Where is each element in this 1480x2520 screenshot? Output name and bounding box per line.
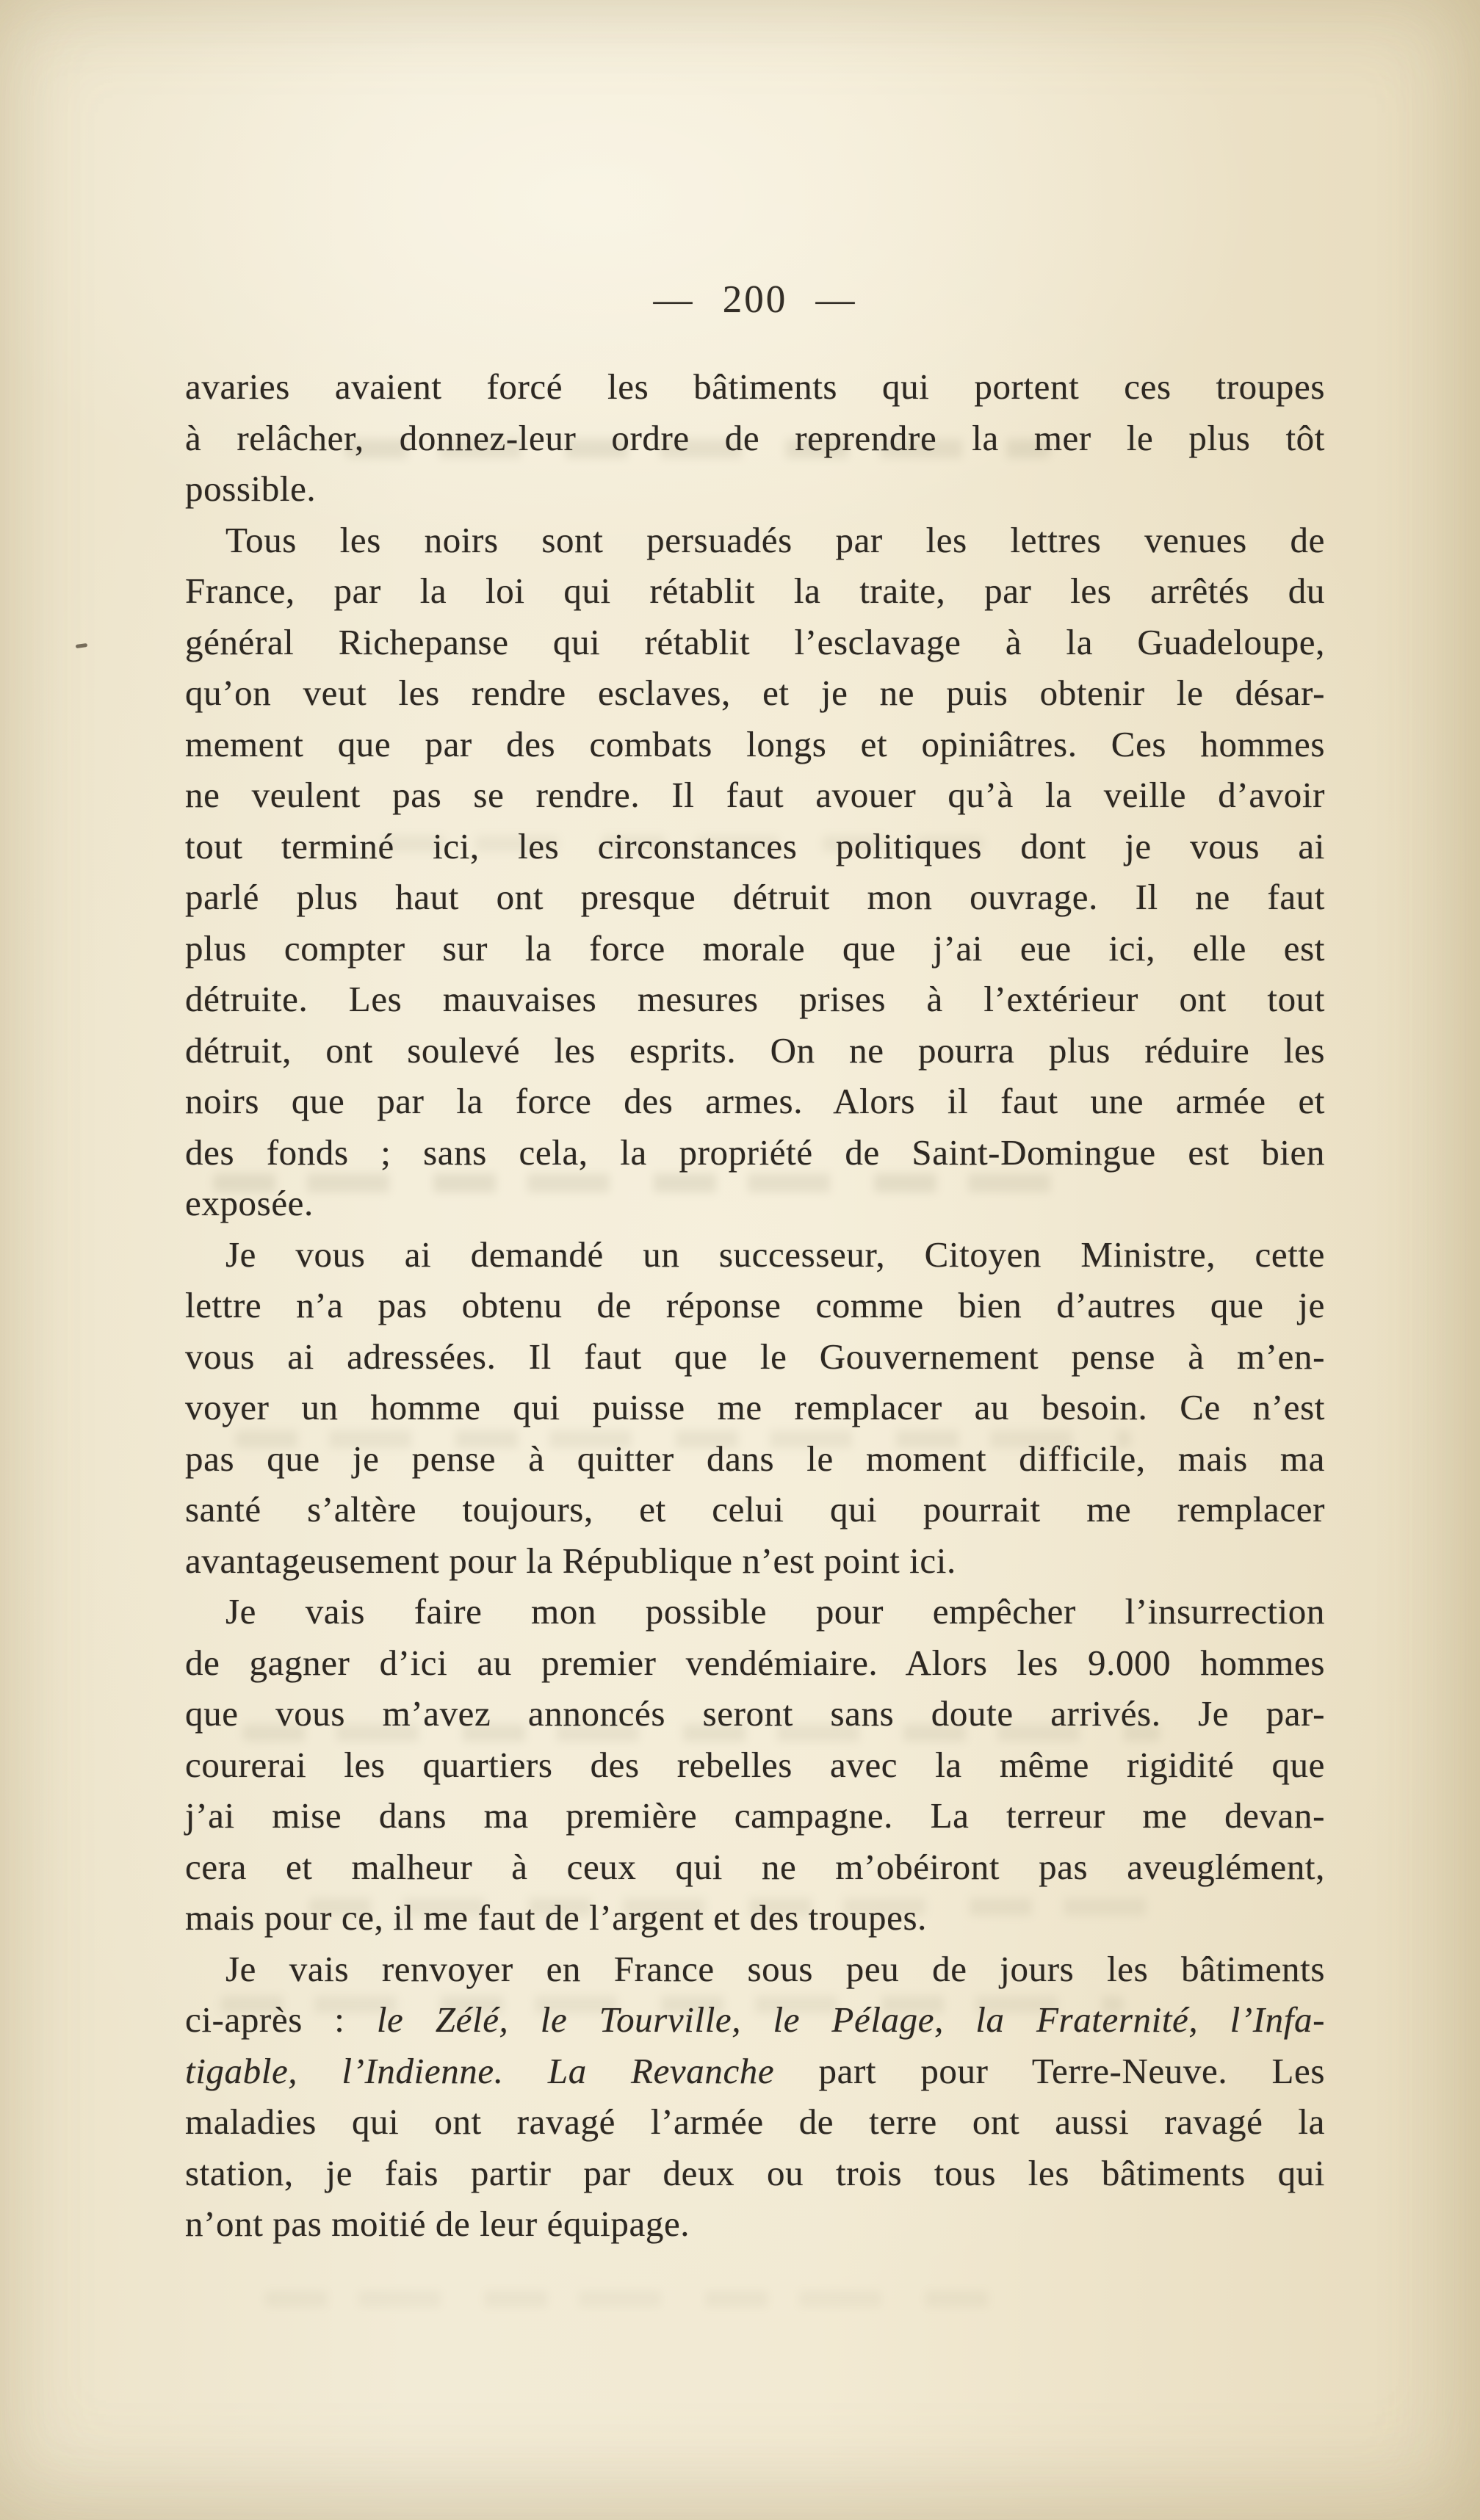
text-block: [185, 361, 1325, 2250]
text-line: [185, 1637, 1325, 1689]
text-line: [185, 1535, 1325, 1587]
text-segment: général Richepanse qui rétablit l’esclavage à la Guadeloupe,: [185, 621, 1325, 662]
paragraph: [185, 1229, 1325, 1587]
text-segment: Je vais renvoyer en France sous peu de jours les bâtiments: [225, 1948, 1325, 1989]
text-line: [185, 1280, 1325, 1331]
text-segment: maladies qui ont ravagé l’armée de terre ont aussi ravagé la: [185, 2101, 1325, 2142]
text-segment: ci-après :: [185, 1999, 377, 2040]
text-segment: parlé plus haut ont presque détruit mon ouvrage. Il ne faut: [185, 877, 1325, 917]
text-segment: noirs que par la force des armes. Alors il faut une armée et: [185, 1081, 1325, 1121]
text-line: [185, 1790, 1325, 1842]
text-segment: avaries avaient forcé les bâtiments qui portent ces troupes: [185, 366, 1325, 407]
text-segment: exposée.: [185, 1183, 314, 1223]
text-line: [185, 617, 1325, 668]
text-line: [185, 413, 1325, 464]
text-line: [185, 667, 1325, 719]
text-segment: courerai les quartiers des rebelles avec la même rigidité que: [185, 1744, 1325, 1785]
text-line: [185, 770, 1325, 821]
paragraph: [185, 361, 1325, 515]
text-line: [185, 1382, 1325, 1433]
text-line: [185, 1076, 1325, 1127]
text-line: [185, 463, 1325, 515]
text-segment: des fonds ; sans cela, la propriété de Saint-Domingue est bien: [185, 1132, 1325, 1173]
text-line: [185, 1229, 1325, 1281]
text-segment: possible.: [185, 468, 317, 509]
text-segment: part pour Terre-Neuve. Les: [774, 2050, 1325, 2091]
text-line: [185, 1892, 1325, 1944]
text-segment: Je vous ai demandé un successeur, Citoyen Ministre, cette: [225, 1234, 1325, 1275]
text-segment: cera et malheur à ceux qui ne m’obéiront pas aveuglément,: [185, 1846, 1325, 1887]
text-line: [185, 719, 1325, 770]
text-line: [185, 515, 1325, 566]
text-segment: avantageusement pour la République n’est point ici.: [185, 1540, 956, 1581]
text-segment: détruite. Les mauvaises mesures prises à l’extérieur ont tout: [185, 979, 1325, 1019]
text-line: [185, 1994, 1325, 2046]
text-segment: que vous m’avez annoncés seront sans doute arrivés. Je par-: [185, 1693, 1325, 1734]
text-line: [185, 565, 1325, 617]
page-number: — 200 —: [653, 278, 857, 321]
text-line: [185, 1484, 1325, 1535]
text-line: [185, 1433, 1325, 1485]
text-segment: n’ont pas moitié de leur équipage.: [185, 2204, 690, 2244]
text-segment: détruit, ont soulevé les esprits. On ne pourra plus réduire les: [185, 1029, 1325, 1071]
text-segment: lettre n’a pas obtenu de réponse comme bien d’autres que je: [185, 1285, 1325, 1325]
text-line: [185, 1944, 1325, 1995]
paragraph: [185, 1586, 1325, 1944]
text-line: [185, 1688, 1325, 1739]
text-segment: pas que je pense à quitter dans le moment difficile, mais ma: [185, 1438, 1325, 1479]
text-segment: mement que par des combats longs et opiniâtres. Ces hommes: [185, 723, 1325, 764]
text-segment: mais pour ce, il me faut de l’argent et des troupes.: [185, 1897, 927, 1938]
text-line: [185, 1331, 1325, 1383]
text-segment: qu’on veut les rendre esclaves, et je ne puis obtenir le désar-: [185, 673, 1325, 713]
text-segment: France, par la loi qui rétablit la traite, par les arrêtés du: [185, 571, 1325, 611]
paragraph: [185, 515, 1325, 1229]
text-segment: vous ai adressées. Il faut que le Gouvernement pense à m’en-: [185, 1336, 1325, 1377]
text-line: [185, 1842, 1325, 1893]
text-segment: station, je fais partir par deux ou trois tous les bâtiments qui: [185, 2152, 1325, 2193]
ship-name-italic: le Zélé, le Tourville, le Pélage, la Fraternité, l’Infa-: [376, 1999, 1326, 2040]
text-line: [185, 1586, 1325, 1637]
text-segment: tout terminé ici, les circonstances politiques dont je vous ai: [185, 825, 1325, 866]
text-segment: santé s’altère toujours, et celui qui pourrait me remplacer: [185, 1489, 1325, 1529]
text-line: [185, 361, 1325, 413]
text-line: [185, 2198, 1325, 2250]
text-segment: de gagner d’ici au premier vendémiaire. Alors les 9.000 hommes: [185, 1642, 1325, 1683]
text-segment: Je vais faire mon possible pour empêcher l’insurrection: [225, 1591, 1325, 1632]
text-line: [185, 974, 1325, 1025]
ship-name-italic: tigable, l’Indienne. La Revanche: [185, 2050, 775, 2091]
text-segment: voyer un homme qui puisse me remplacer au besoin. Ce n’est: [185, 1387, 1325, 1427]
text-line: [185, 872, 1325, 923]
text-line: [185, 1739, 1325, 1791]
text-line: [185, 2096, 1325, 2148]
text-line: [185, 1178, 1325, 1229]
text-segment: Tous les noirs sont persuadés par les lettres venues de: [225, 519, 1325, 560]
text-segment: plus compter sur la force morale que j’ai eue ici, elle est: [185, 927, 1325, 968]
text-segment: à relâcher, donnez-leur ordre de reprendre la mer le plus tôt: [185, 417, 1325, 458]
text-line: [185, 1025, 1325, 1076]
text-line: [185, 2148, 1325, 2199]
text-line: [185, 923, 1325, 974]
text-line: [185, 1127, 1325, 1178]
text-line: [185, 821, 1325, 872]
text-segment: ne veulent pas se rendre. Il faut avouer qu’à la veille d’avoir: [185, 775, 1325, 815]
bleed-through-ghost: [264, 2291, 999, 2307]
text-segment: j’ai mise dans ma première campagne. La terreur me devan-: [185, 1795, 1325, 1836]
paragraph: [185, 1944, 1325, 2250]
text-line: [185, 2046, 1325, 2097]
ink-speck: [76, 643, 88, 648]
